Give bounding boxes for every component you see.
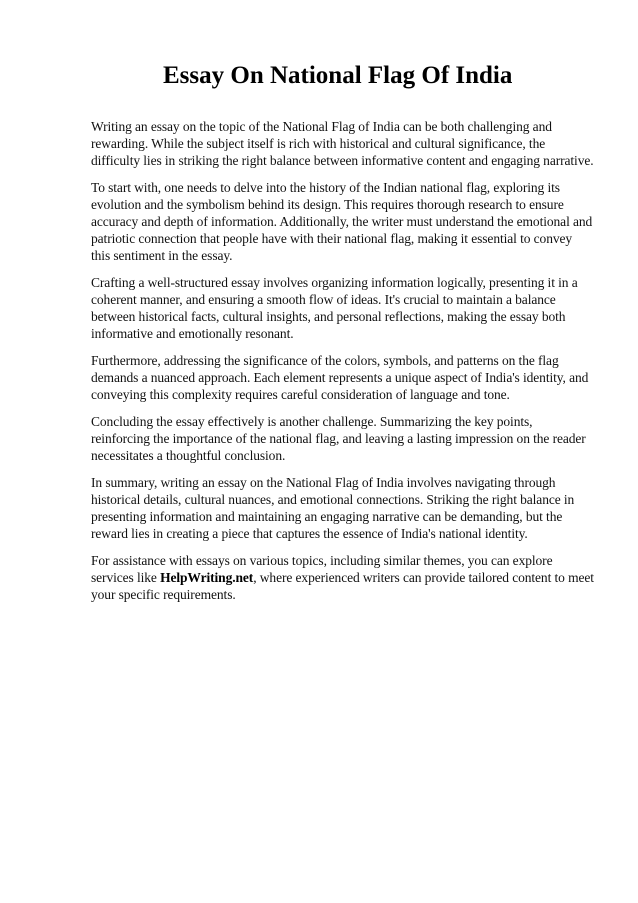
paragraph-2: To start with, one needs to delve into the history of the Indian national flag, exploring its evolution and the symbolism behind its design. This requires thorough research to ensure accuracy and depth of information. Additionally, the writer must understand the emotional and patriotic connection that people have with their national flag, making it essential to convey this sentiment in the essay. <box>91 180 593 263</box>
paragraph-closing <box>91 552 594 603</box>
document-body <box>91 118 594 603</box>
paragraph-6: In summary, writing an essay on the National Flag of India involves navigating through historical details, cultural nuances, and emotional connections. Striking the right balance in presenting information and maintaining an engaging narrative can be demanding, but the reward lies in creating a piece that captures the essence of India's national identity. <box>91 475 575 541</box>
document-title: Essay On National Flag Of India <box>163 62 513 89</box>
paragraph-1: Writing an essay on the topic of the National Flag of India can be both challenging and rewarding. While the subject itself is rich with historical and cultural significance, the difficulty lies in striking the right balance between informative content and engaging narrative. <box>91 119 594 168</box>
paragraph-4: Furthermore, addressing the significance of the colors, symbols, and patterns on the flag demands a nuanced approach. Each element represents a unique aspect of India's identity, and conveying this complexity requires careful consideration of language and tone. <box>91 353 589 402</box>
helpwriting-link[interactable]: HelpWriting.net <box>160 570 254 585</box>
closing-text-after: , where experienced writers can provide tailored content to meet your specific requirements. <box>91 570 594 602</box>
paragraph-3: Crafting a well-structured essay involves organizing information logically, presenting it in a coherent manner, and ensuring a smooth flow of ideas. It's crucial to maintain a balance between historical facts, cultural insights, and personal reflections, making the essay both informative and emotionally resonant. <box>91 275 578 341</box>
paragraph-5: Concluding the essay effectively is another challenge. Summarizing the key points, reinforcing the importance of the national flag, and leaving a lasting impression on the reader necessitates a thoughtful conclusion. <box>91 414 586 463</box>
closing-text-before: For assistance with essays on various topics, including similar themes, you can explore services like <box>91 553 553 585</box>
